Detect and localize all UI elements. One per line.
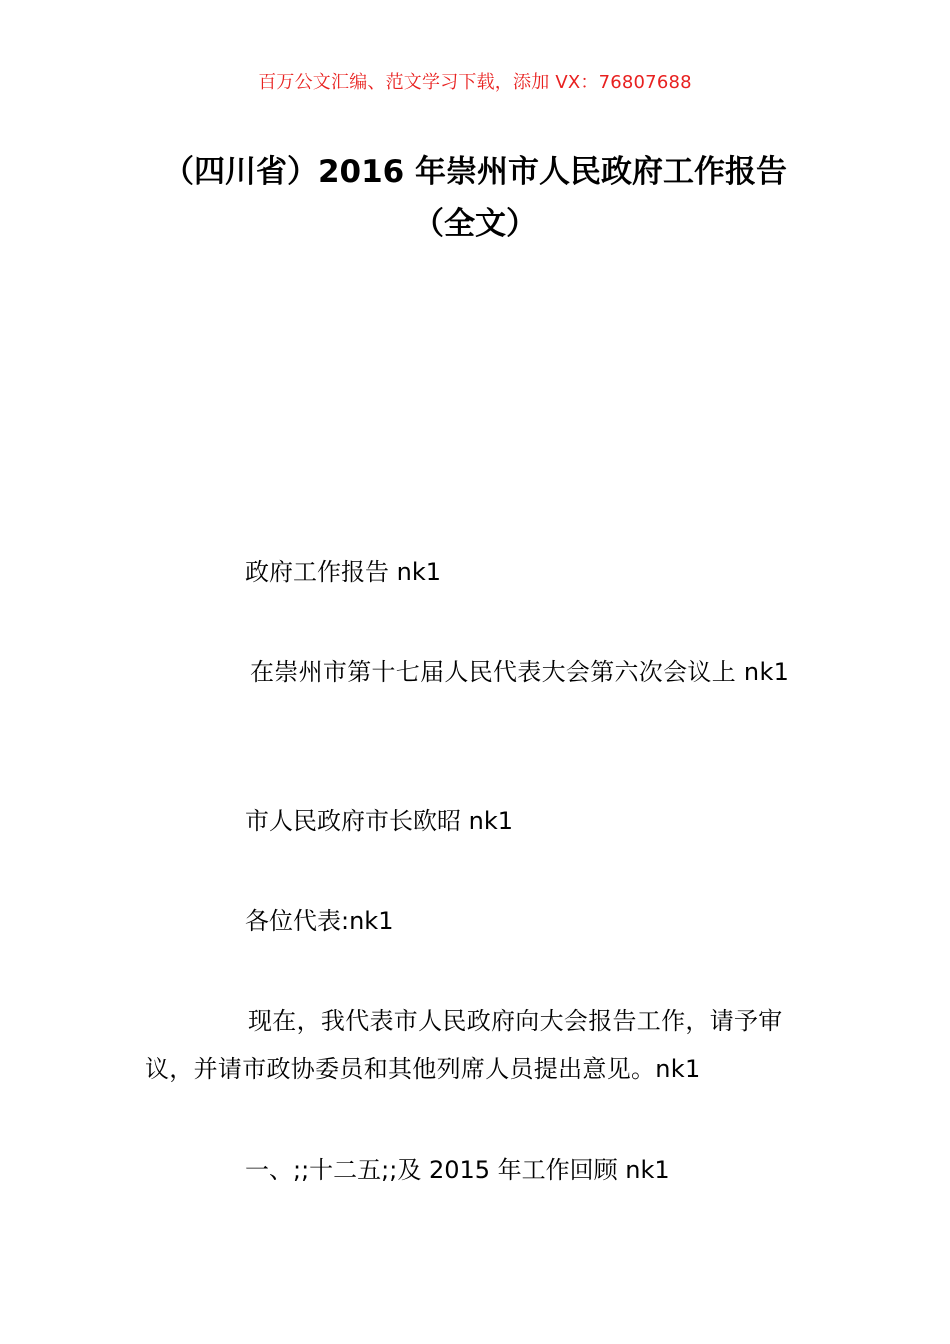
document-title: （四川省）2016 年崇州市人民政府工作报告（全文） (162, 154, 788, 242)
paragraph-report-heading: 政府工作报告 nk1 (245, 558, 442, 586)
paragraph-mayor-line: 市人民政府市长欧昭 nk1 (245, 807, 514, 835)
paragraph-salutation: 各位代表:nk1 (245, 907, 394, 935)
paragraph-meeting-line: 在崇州市第十七届人民代表大会第六次会议上 nk1 (250, 658, 790, 686)
paragraph-section-heading: 一、;;十二五;;及 2015 年工作回顾 nk1 (245, 1156, 670, 1184)
header-promo-note: 百万公文汇编、范文学习下载，添加 VX：76807688 (258, 72, 692, 93)
paragraph-opening: 现在，我代表市人民政府向大会报告工作，请予审议，并请市政协委员和其他列席人员提出意见。nk1 (145, 1007, 783, 1083)
